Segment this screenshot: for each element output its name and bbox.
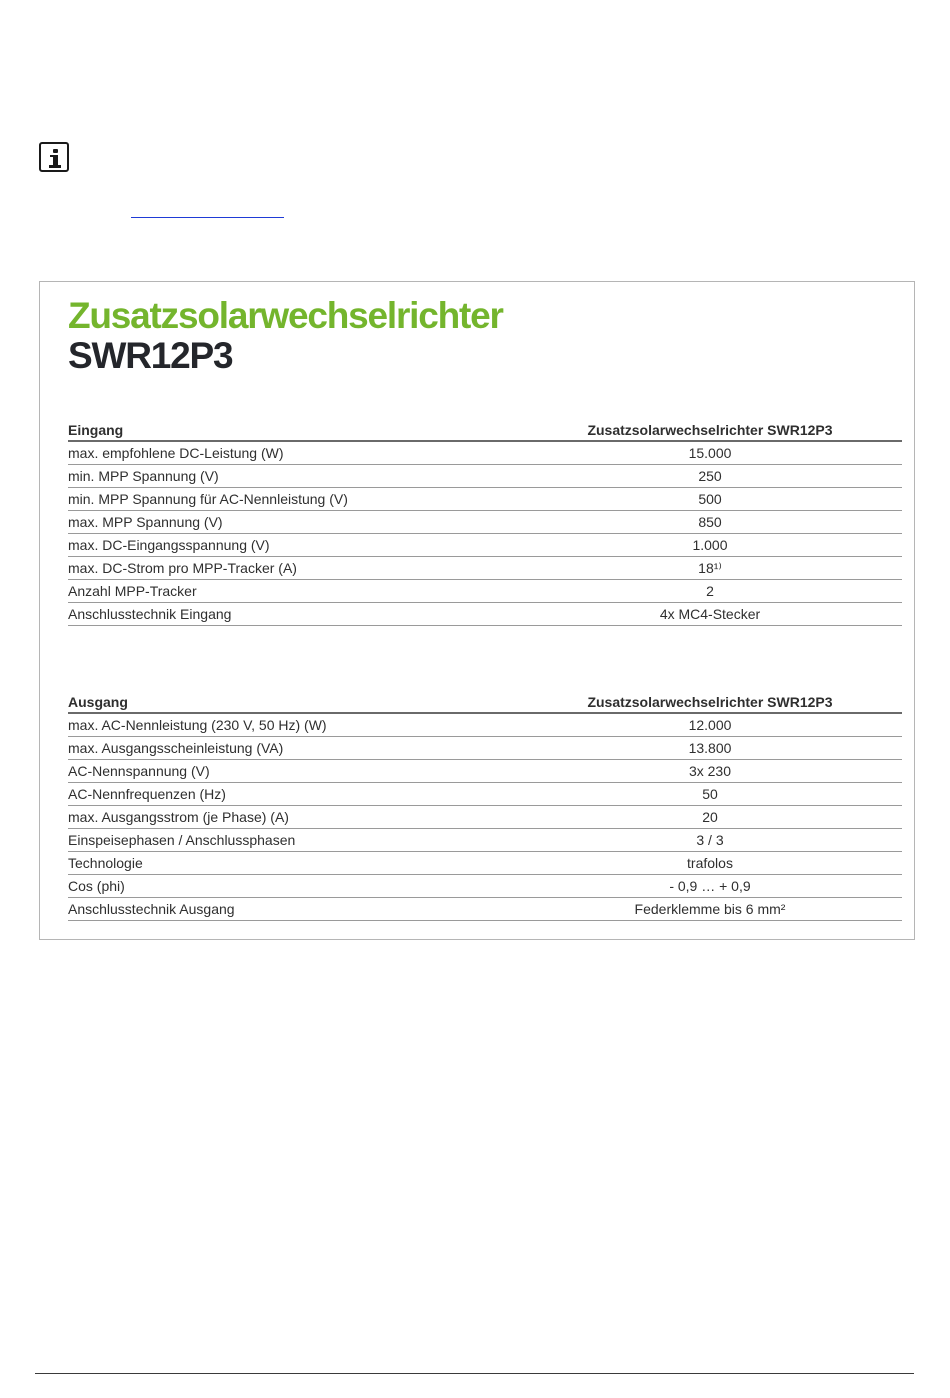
row-label: Cos (phi) xyxy=(68,875,518,898)
column-header: Zusatzsolarwechselrichter SWR12P3 xyxy=(518,688,902,713)
table-row xyxy=(68,806,902,829)
row-label: min. MPP Spannung (V) xyxy=(68,465,518,488)
row-label: AC-Nennfrequenzen (Hz) xyxy=(68,783,518,806)
info-icon xyxy=(39,142,69,172)
product-title xyxy=(68,296,503,376)
table-row xyxy=(68,488,902,511)
row-value: 12.000 xyxy=(518,713,902,737)
footer-divider xyxy=(35,1373,914,1374)
input-spec-table xyxy=(68,416,902,626)
row-value: 3x 230 xyxy=(518,760,902,783)
row-value: 250 xyxy=(518,465,902,488)
row-label: AC-Nennspannung (V) xyxy=(68,760,518,783)
row-value: trafolos xyxy=(518,852,902,875)
table-header-row xyxy=(68,416,902,441)
row-label: max. DC-Eingangsspannung (V) xyxy=(68,534,518,557)
row-value: 13.800 xyxy=(518,737,902,760)
row-label: Einspeisephasen / Anschlussphasen xyxy=(68,829,518,852)
table-row xyxy=(68,898,902,921)
row-value: 4x MC4-Stecker xyxy=(518,603,902,626)
table-row xyxy=(68,783,902,806)
row-label: max. Ausgangsscheinleistung (VA) xyxy=(68,737,518,760)
column-header: Eingang xyxy=(68,416,518,441)
table-row xyxy=(68,441,902,465)
row-label: max. empfohlene DC-Leistung (W) xyxy=(68,441,518,465)
row-value: 3 / 3 xyxy=(518,829,902,852)
product-title-line2: SWR12P3 xyxy=(68,335,233,376)
row-label: Anschlusstechnik Ausgang xyxy=(68,898,518,921)
row-label: min. MPP Spannung für AC-Nennleistung (V) xyxy=(68,488,518,511)
table-row xyxy=(68,829,902,852)
table-row xyxy=(68,603,902,626)
row-label: max. DC-Strom pro MPP-Tracker (A) xyxy=(68,557,518,580)
table-row xyxy=(68,713,902,737)
row-label: Anzahl MPP-Tracker xyxy=(68,580,518,603)
table-row xyxy=(68,852,902,875)
table-row xyxy=(68,557,902,580)
row-value: Federklemme bis 6 mm² xyxy=(518,898,902,921)
product-title-line1: Zusatzsolarwechselrichter xyxy=(68,295,503,336)
row-value: 15.000 xyxy=(518,441,902,465)
row-label: max. Ausgangsstrom (je Phase) (A) xyxy=(68,806,518,829)
row-value: - 0,9 … + 0,9 xyxy=(518,875,902,898)
column-header: Ausgang xyxy=(68,688,518,713)
table-row xyxy=(68,760,902,783)
row-value: 850 xyxy=(518,511,902,534)
row-label: Technologie xyxy=(68,852,518,875)
row-label: Anschlusstechnik Eingang xyxy=(68,603,518,626)
row-value: 500 xyxy=(518,488,902,511)
column-header: Zusatzsolarwechselrichter SWR12P3 xyxy=(518,416,902,441)
table-row xyxy=(68,511,902,534)
hyperlink-underline[interactable] xyxy=(131,217,284,218)
row-value: 18¹⁾ xyxy=(518,557,902,580)
table-row xyxy=(68,580,902,603)
table-row xyxy=(68,875,902,898)
row-value: 2 xyxy=(518,580,902,603)
row-value: 1.000 xyxy=(518,534,902,557)
row-label: max. MPP Spannung (V) xyxy=(68,511,518,534)
table-row xyxy=(68,465,902,488)
table-row xyxy=(68,534,902,557)
row-value: 20 xyxy=(518,806,902,829)
datasheet-panel xyxy=(39,281,915,940)
table-row xyxy=(68,737,902,760)
row-label: max. AC-Nennleistung (230 V, 50 Hz) (W) xyxy=(68,713,518,737)
output-spec-table xyxy=(68,688,902,921)
table-header-row xyxy=(68,688,902,713)
row-value: 50 xyxy=(518,783,902,806)
